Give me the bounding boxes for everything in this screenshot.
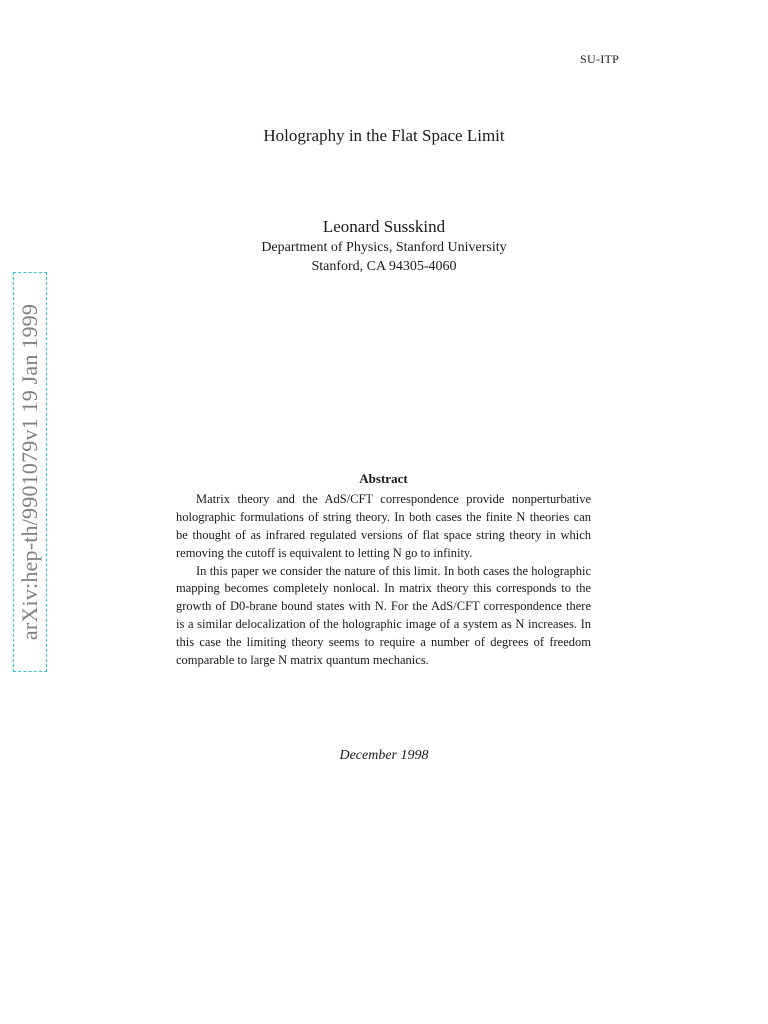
abstract-paragraph: Matrix theory and the AdS/CFT correspondence provide nonperturbative holographic formulations of string theory. In both cases the finite N theories can be thought of as infrared regulated versions of flat space string theory in which removing the cutoff is equivalent to letting N go to infinity. — [176, 491, 591, 560]
affiliation-address: Stanford, CA 94305-4060 — [311, 259, 457, 274]
author-name: Leonard Susskind — [322, 217, 446, 236]
report-number: SU-ITP — [580, 52, 620, 66]
abstract — [176, 470, 591, 670]
abstract-paragraph: In this paper we consider the nature of this limit. In both cases the holographic mapping becomes completely nonlocal. In matrix theory this corresponds to the growth of D0-brane bound states with N. For the AdS/CFT correspondence there is a similar delocalization of the holographic image of a system as N increases. In this case the limiting theory seems to require a number of degrees of freedom comparable to large N matrix quantum mechanics. — [176, 563, 591, 668]
paper-title: Holography in the Flat Space Limit — [263, 126, 505, 145]
author-block — [0, 216, 768, 276]
abstract-heading: Abstract — [359, 471, 408, 486]
affiliation-department: Department of Physics, Stanford University — [261, 240, 507, 255]
arxiv-stamp — [13, 272, 47, 672]
arxiv-identifier: arXiv:hep-th/9901079v1 19 Jan 1999 — [17, 303, 42, 641]
paper-date: December 1998 — [339, 748, 429, 763]
